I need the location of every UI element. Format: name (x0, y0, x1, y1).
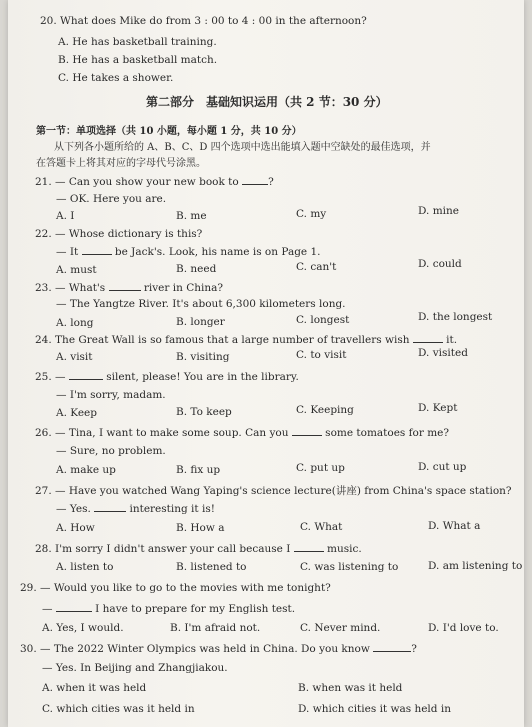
q26-response: — Sure, no problem. (56, 445, 166, 457)
q25-stem (35, 370, 299, 383)
q27-option-a: A. How (56, 522, 95, 534)
q24-number: 24. (35, 334, 52, 346)
q20-stem: 20. What does Mike do from 3 : 00 to 4 : 00 in the afternoon? (40, 15, 367, 27)
q30-stem (20, 642, 417, 655)
q22-option-a: A. must (56, 264, 97, 276)
q21-option-b: B. me (176, 210, 207, 222)
q23-option-c: C. longest (296, 314, 350, 326)
q21-number: 21. (35, 176, 52, 188)
q20-option-a: A. He has basketball training. (58, 36, 217, 48)
q25-option-a: A. Keep (56, 407, 97, 419)
q28-text: I'm sorry I didn't answer your call because I (55, 543, 294, 555)
q27-response-end: interesting it is! (126, 503, 215, 515)
q25-text-start: — (55, 371, 69, 383)
q21-option-a: A. I (56, 210, 75, 222)
q29-response-start: — (42, 603, 56, 615)
q26-option-c: C. put up (296, 462, 345, 474)
q29-response-end: I have to prepare for my English test. (91, 603, 296, 615)
exam-paper (8, 0, 524, 727)
q29-number: 29. (20, 582, 37, 594)
q23-option-a: A. long (56, 317, 94, 329)
q30-option-d: D. which cities it was held in (298, 703, 451, 715)
q29-option-a: A. Yes, I would. (42, 622, 124, 634)
q24-option-b: B. visiting (176, 351, 230, 363)
part2-title: 第二部分 基础知识运用（共 2 节：30 分） (146, 95, 388, 109)
q21-text-end: ? (268, 176, 274, 188)
q30-option-c: C. which cities was it held in (42, 703, 195, 715)
q27-response-start: — Yes. (56, 503, 95, 515)
q25-blank (69, 370, 103, 380)
q22-option-b: B. need (176, 263, 217, 275)
q26-option-a: A. make up (56, 464, 116, 476)
q22-option-c: C. can't (296, 261, 337, 273)
q21-blank (242, 175, 268, 185)
q30-text: — The 2022 Winter Olympics was held in China. Do you know (40, 643, 374, 655)
q27-option-d: D. What a (428, 520, 481, 532)
q21-option-d: D. mine (418, 205, 460, 217)
q27-number: 27. (35, 485, 52, 497)
q25-number: 25. (35, 371, 52, 383)
q26-option-d: D. cut up (418, 461, 467, 473)
q22-number: 22. (35, 228, 52, 240)
q25-response: — I'm sorry, madam. (56, 389, 166, 401)
q27-option-b: B. How a (176, 522, 225, 534)
q29-option-b: B. I'm afraid not. (170, 622, 261, 634)
q29-response (42, 602, 295, 615)
q23-blank (109, 281, 141, 291)
q22-response-start: — It (56, 246, 82, 258)
q28-text-end: music. (323, 543, 362, 555)
q20-option-c: C. He takes a shower. (58, 72, 174, 84)
q27-option-c: C. What (300, 521, 343, 533)
q23-response: — The Yangtze River. It's about 6,300 kilometers long. (56, 298, 346, 310)
q26-stem (35, 426, 449, 439)
q22-response (56, 245, 321, 258)
q30-option-a: A. when it was held (42, 682, 147, 694)
q23-number: 23. (35, 282, 52, 294)
q30-text-end: ? (411, 643, 417, 655)
q23-stem (35, 281, 223, 294)
q24-option-d: D. visited (418, 347, 468, 359)
q28-option-a: A. listen to (56, 561, 114, 573)
q25-option-b: B. To keep (176, 406, 232, 418)
section1-instruction-1: 从下列各小题所给的 A、B、C、D 四个选项中选出能填入题中空缺处的最佳选项，并 (54, 142, 431, 153)
q26-number: 26. (35, 427, 52, 439)
q23-option-d: D. the longest (418, 311, 493, 323)
q23-text-end: river in China? (140, 282, 224, 294)
section1-title: 第一节：单项选择（共 10 小题，每小题 1 分，共 10 分） (36, 126, 302, 137)
q29-option-d: D. I'd love to. (428, 622, 499, 634)
q30-response: — Yes. In Beijing and Zhangjiakou. (42, 662, 228, 674)
q24-text-end: it. (442, 334, 458, 346)
q22-text: — Whose dictionary is this? (55, 228, 203, 240)
q25-option-c: C. Keeping (296, 404, 354, 416)
q24-option-a: A. visit (56, 351, 93, 363)
q24-stem (35, 333, 457, 346)
q24-text: The Great Wall is so famous that a large number of travellers wish (55, 334, 413, 346)
q25-text: silent, please! You are in the library. (102, 371, 299, 383)
q21-text: — Can you show your new book to (55, 176, 243, 188)
q20-option-b: B. He has a basketball match. (58, 54, 218, 66)
q28-stem (35, 542, 362, 555)
q29-text: — Would you like to go to the movies with me tonight? (40, 582, 331, 594)
q23-text: — What's (55, 282, 109, 294)
q27-text: — Have you watched Wang Yaping's science lecture(讲座) from China's space station? (55, 485, 512, 497)
q28-option-b: B. listened to (176, 561, 247, 573)
q22-response-end: be Jack's. Look, his name is on Page 1. (111, 246, 321, 258)
q21-option-c: C. my (296, 208, 327, 220)
q28-blank (294, 542, 324, 552)
q21-response: — OK. Here you are. (56, 193, 167, 205)
q29-stem (20, 582, 331, 594)
q26-text-end: some tomatoes for me? (321, 427, 450, 439)
q26-text: — Tina, I want to make some soup. Can you (55, 427, 292, 439)
q21-stem (35, 175, 274, 188)
q28-option-c: C. was listening to (300, 561, 399, 573)
q29-blank (56, 602, 92, 612)
q28-option-d: D. am listening to (428, 560, 523, 572)
q29-option-c: C. Never mind. (300, 622, 381, 634)
q27-response (56, 502, 215, 515)
q30-number: 30. (20, 643, 37, 655)
q26-blank (292, 426, 322, 436)
section1-instruction-2: 在答题卡上将其对应的字母代号涂黑。 (36, 158, 206, 169)
q30-option-b: B. when was it held (298, 682, 403, 694)
q25-option-d: D. Kept (418, 402, 458, 414)
q22-blank (82, 245, 112, 255)
q30-blank (373, 642, 411, 652)
q22-option-d: D. could (418, 258, 462, 270)
q27-stem (35, 483, 512, 498)
q27-blank (94, 502, 126, 512)
q26-option-b: B. fix up (176, 464, 221, 476)
q22-stem (35, 228, 202, 240)
q23-option-b: B. longer (176, 316, 225, 328)
q24-blank (413, 333, 443, 343)
q24-option-c: C. to visit (296, 349, 347, 361)
q28-number: 28. (35, 543, 52, 555)
